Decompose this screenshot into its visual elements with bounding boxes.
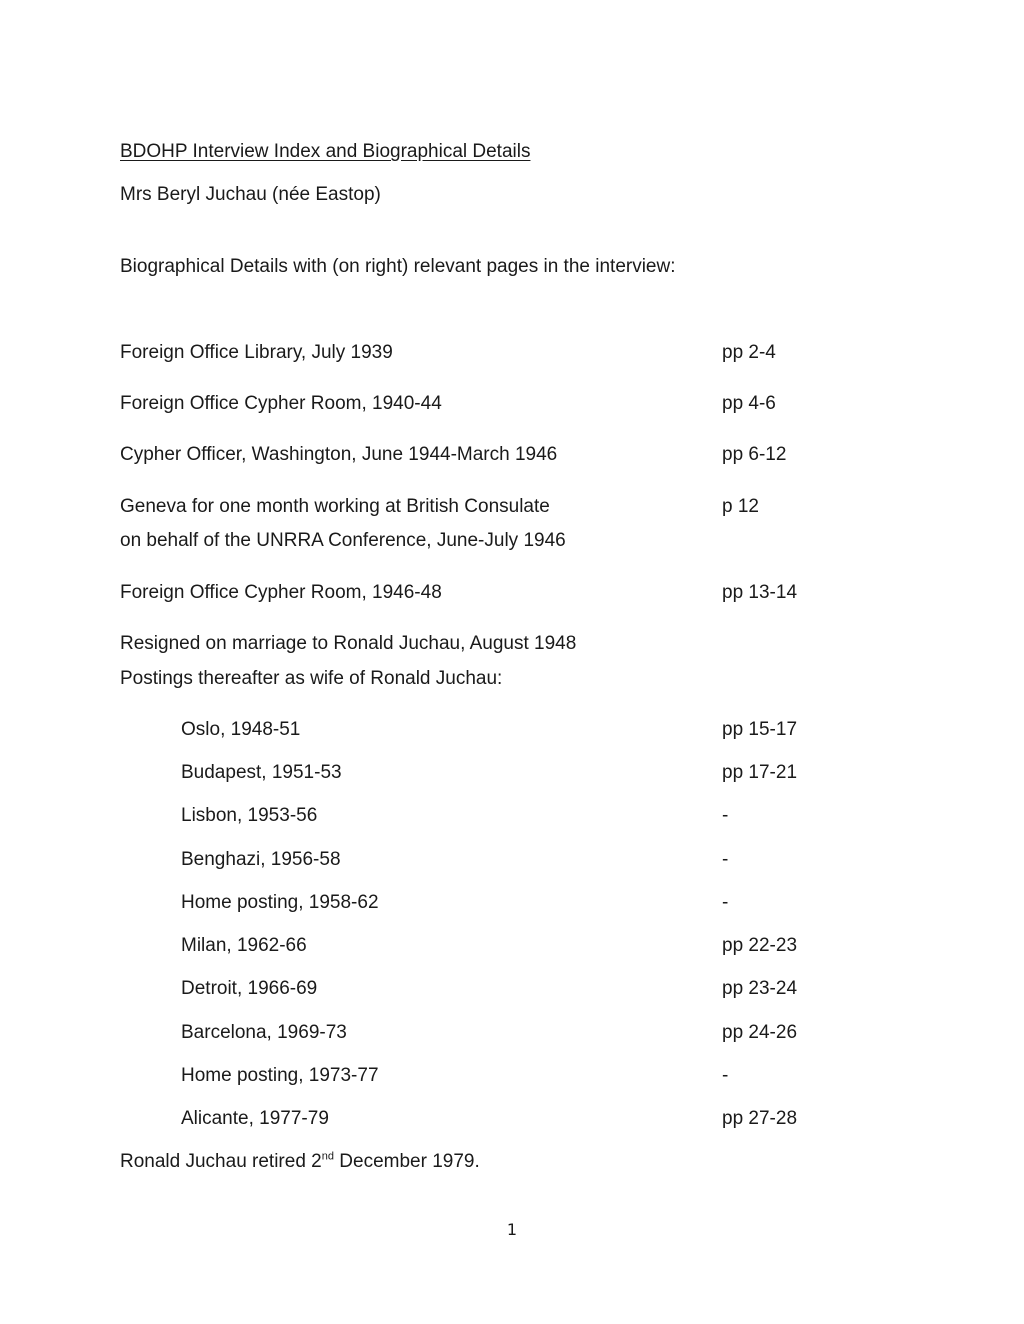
index-row bbox=[0, 341, 1024, 365]
entry-pages: pp 13-14 bbox=[722, 582, 798, 603]
posting-row bbox=[0, 891, 1024, 915]
subject-name: Mrs Beryl Juchau (née Eastop) bbox=[120, 184, 381, 205]
entry-pages: pp 2-4 bbox=[722, 342, 776, 363]
posting-pages: - bbox=[722, 849, 729, 870]
posting-row bbox=[0, 804, 1024, 828]
posting-label: Detroit, 1966-69 bbox=[181, 978, 318, 999]
entry-label: Foreign Office Library, July 1939 bbox=[120, 342, 393, 363]
entry-pages: p 12 bbox=[722, 496, 759, 517]
posting-label: Home posting, 1973-77 bbox=[181, 1065, 379, 1086]
entry-label: Foreign Office Cypher Room, 1946-48 bbox=[120, 582, 442, 603]
posting-pages: pp 22-23 bbox=[722, 935, 798, 956]
index-row bbox=[0, 392, 1024, 416]
posting-label: Alicante, 1977-79 bbox=[181, 1108, 329, 1129]
posting-row bbox=[0, 934, 1024, 958]
posting-row bbox=[0, 1064, 1024, 1088]
posting-row bbox=[0, 718, 1024, 742]
posting-pages: - bbox=[722, 805, 729, 826]
entry-label: Foreign Office Cypher Room, 1940-44 bbox=[120, 393, 442, 414]
posting-pages: pp 27-28 bbox=[722, 1108, 798, 1129]
page-title: BDOHP Interview Index and Biographical Details bbox=[120, 141, 531, 162]
retirement-text-after: December 1979. bbox=[334, 1151, 480, 1172]
posting-row bbox=[0, 1107, 1024, 1131]
entry-label: Geneva for one month working at British Consulate bbox=[120, 496, 550, 517]
posting-row bbox=[0, 761, 1024, 785]
index-row bbox=[0, 632, 1024, 656]
retirement-text-before: Ronald Juchau retired 2 bbox=[120, 1151, 322, 1172]
index-row bbox=[0, 667, 1024, 691]
ordinal-suffix: nd bbox=[321, 1150, 334, 1163]
posting-label: Oslo, 1948-51 bbox=[181, 719, 301, 740]
posting-label: Budapest, 1951-53 bbox=[181, 762, 342, 783]
posting-pages: - bbox=[722, 892, 729, 913]
index-row bbox=[0, 495, 1024, 519]
entry-label: Resigned on marriage to Ronald Juchau, August 1948 bbox=[120, 633, 577, 654]
posting-pages: pp 24-26 bbox=[722, 1022, 798, 1043]
posting-pages: pp 23-24 bbox=[722, 978, 798, 999]
entry-pages: pp 6-12 bbox=[722, 444, 787, 465]
posting-pages: - bbox=[722, 1065, 729, 1086]
posting-pages: pp 17-21 bbox=[722, 762, 798, 783]
posting-label: Lisbon, 1953-56 bbox=[181, 805, 318, 826]
posting-pages: pp 15-17 bbox=[722, 719, 798, 740]
entry-pages: pp 4-6 bbox=[722, 393, 776, 414]
posting-label: Benghazi, 1956-58 bbox=[181, 849, 341, 870]
index-row bbox=[0, 581, 1024, 605]
index-row bbox=[0, 529, 1024, 553]
entry-label: Postings thereafter as wife of Ronald Juchau: bbox=[120, 668, 503, 689]
retirement-line bbox=[120, 1150, 480, 1174]
posting-label: Barcelona, 1969-73 bbox=[181, 1022, 347, 1043]
posting-row bbox=[0, 977, 1024, 1001]
entry-label: Cypher Officer, Washington, June 1944-March 1946 bbox=[120, 444, 558, 465]
posting-label: Milan, 1962-66 bbox=[181, 935, 307, 956]
index-row bbox=[0, 443, 1024, 467]
page-number: 1 bbox=[506, 1220, 518, 1239]
posting-row bbox=[0, 848, 1024, 872]
intro-text: Biographical Details with (on right) relevant pages in the interview: bbox=[120, 256, 676, 277]
entry-label: on behalf of the UNRRA Conference, June-July 1946 bbox=[120, 530, 566, 551]
posting-row bbox=[0, 1021, 1024, 1045]
posting-label: Home posting, 1958-62 bbox=[181, 892, 379, 913]
